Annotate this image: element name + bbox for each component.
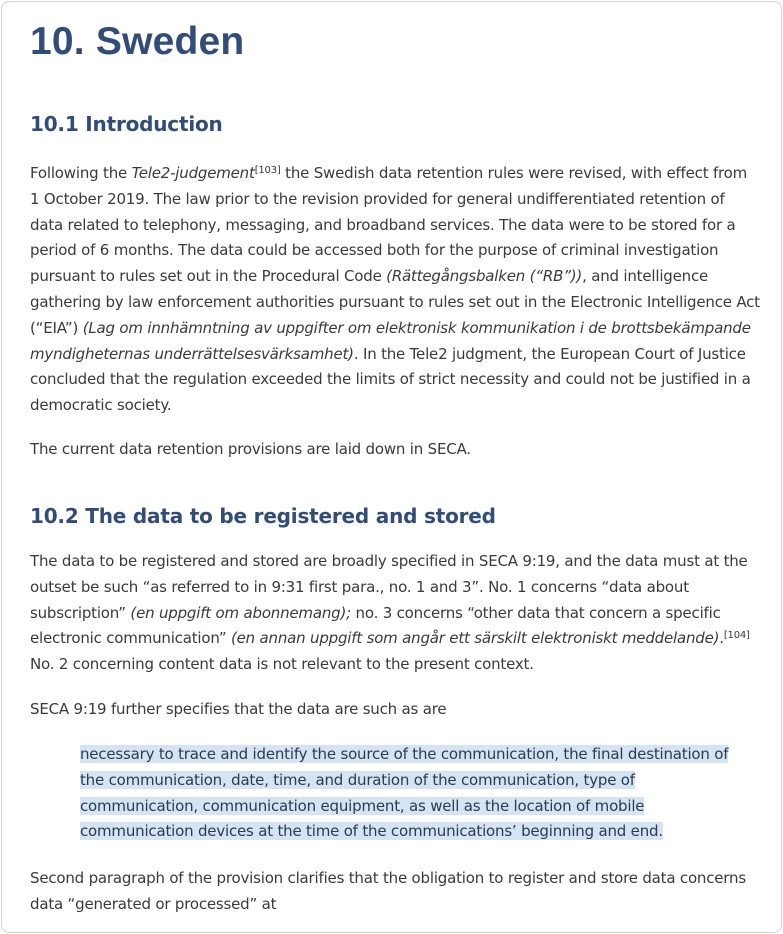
intro-italic-3: (Lag om innhämntning av uppgifter om elektronisk kommunikation i de brottsbekämpande myndigheternas underrättelsesvärksamhet)	[30, 318, 751, 363]
intro-italic-1: Tele2-judgement	[131, 164, 255, 182]
data-text-4: No. 2 concerning content data is not relevant to the present context.	[30, 655, 534, 674]
data-paragraph	[30, 549, 760, 678]
data-text-3: .	[719, 629, 724, 648]
intro-paragraph-2: The current data retention provisions are laid down in SECA.	[30, 440, 471, 458]
data-paragraph-2: SECA 9:19 further specifies that the data are such as are	[30, 700, 447, 718]
intro-paragraph	[30, 161, 760, 419]
document-frame	[1, 1, 782, 933]
data-italic-2: (en annan uppgift som angår ett särskilt elektroniskt meddelande)	[230, 629, 720, 648]
data-text-1: The data to be registered and stored are broadly specified in SECA 9:19, and the data must at the outset be such “as referred to in 9:31 first para., no. 1 and 3”. No. 1 concerns “data about subscription”	[30, 552, 748, 622]
intro-text-2: the Swedish data retention rules were revised, with effect from 1 October 2019. The law prior to the revision provided for general undifferentiated retention of data related to telephony, messaging, and broadband services. The data were to be stored for a period of 6 months. The data could be accessed both for the purpose of criminal investigation pursuant to rules set out in the Procedural Code	[30, 164, 748, 286]
data-text-2: no. 3 concerns “other data that concern a specific electronic communication”	[30, 603, 721, 648]
intro-text-3: , and intelligence gathering by law enforcement authorities pursuant to rules set out in the Electronic Intelligence Act (“EIA”)	[30, 267, 760, 337]
section-heading-data: 10.2 The data to be registered and stored	[30, 504, 496, 528]
footnote-link-103[interactable]: [103]	[254, 165, 281, 176]
section-heading-introduction: 10.1 Introduction	[30, 112, 223, 136]
highlighted-quote-text: necessary to trace and identify the source of the communication, the final destination of the communication, date, time, and duration of the communication, type of communication, communication equipment, as well as the location of mobile communication devices at the time of the communications’ beginning and end.	[80, 745, 729, 841]
intro-text-4: . In the Tele2 judgment, the European Court of Justice concluded that the regulation exceeded the limits of strict necessity and could not be justified in a democratic society.	[30, 344, 751, 415]
page-title: 10. Sweden	[30, 20, 245, 63]
footnote-link-104[interactable]: [104]	[723, 630, 750, 642]
quoted-provision	[80, 742, 748, 845]
intro-text-1: Following the	[30, 164, 132, 182]
intro-italic-2: (Rättegångsbalken (“RB”))	[386, 267, 583, 286]
data-paragraph-3: Second paragraph of the provision clarifies that the obligation to register and store data concerns data “generated or processed” at	[30, 869, 746, 913]
data-italic-1: (en uppgift om abonnemang);	[130, 603, 351, 622]
